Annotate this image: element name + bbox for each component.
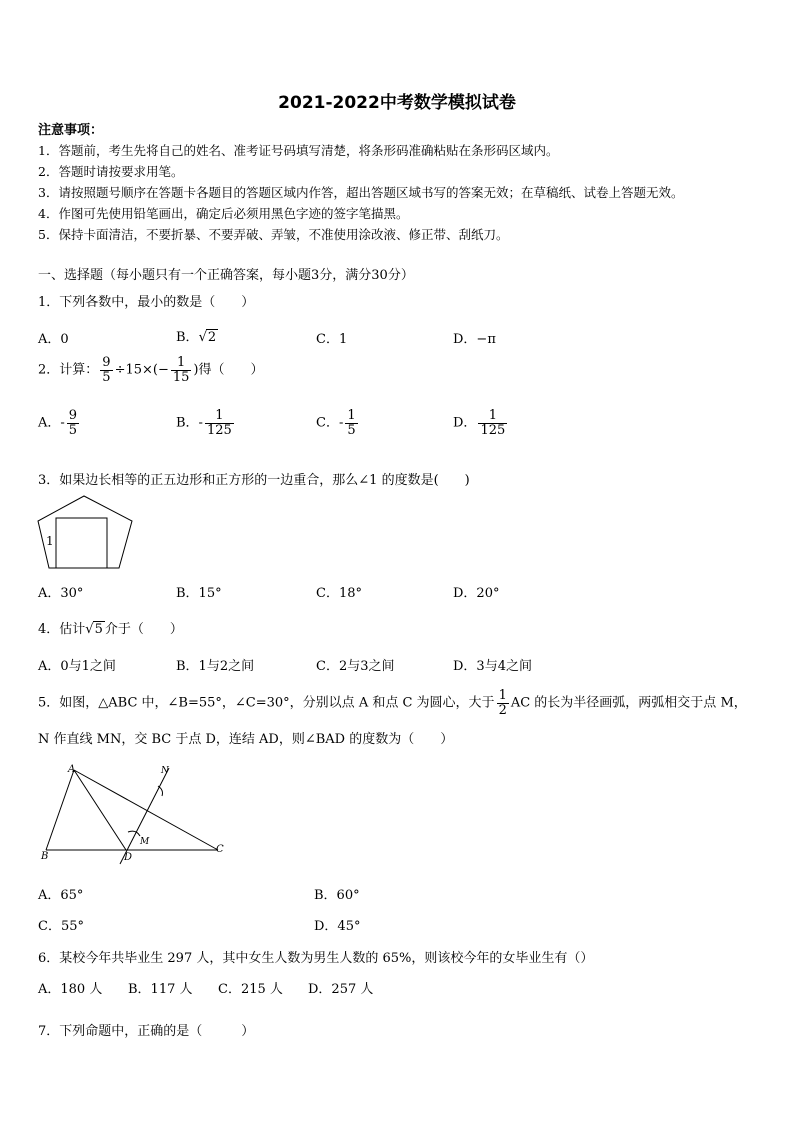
q3-option-d: D．20° (453, 586, 500, 601)
q3-option-b: B．15° (176, 586, 222, 601)
point-a-label: A (68, 764, 76, 775)
q1-option-d: D．−π (453, 332, 496, 347)
notice-item-1: 1．答题前，考生先将自己的姓名、准考证号码填写清楚，将条形码准确粘贴在条形码区域内。 (38, 143, 559, 158)
q6-option-d: D．257 人 (308, 982, 374, 997)
q6-option-a: A．180 人 (38, 982, 103, 997)
q2-option-c: C．- $\frac{1}{5}$ (316, 408, 356, 438)
section-heading: 一、选择题（每小题只有一个正确答案，每小题3分，满分30分） (38, 268, 414, 283)
notice-item-4: 4．作图可先使用铅笔画出，确定后必须用黑色字迹的签字笔描黑。 (38, 206, 409, 221)
q3-option-c: C．18° (316, 586, 362, 601)
q6-stem: 6．某校今年共毕业生 297 人，其中女生人数为男生人数的 65%，则该校今年的女毕业生有（） (38, 951, 594, 966)
q4-option-a: A．0与1之间 (38, 659, 116, 674)
point-c-label: C (216, 844, 224, 855)
q1-option-b: B．√2 (176, 330, 217, 345)
q5-option-b: B．60° (314, 888, 360, 903)
q1-stem: 1．下列各数中，最小的数是（ ） (38, 295, 255, 310)
square-shape (56, 518, 107, 568)
q5-stem-line1: 5．如图，△ABC 中，∠B=55°，∠C=30°，分别以点 A 和点 C 为圆心，大于 $\frac{1}{2}$ AC 的长为半径画弧，两弧相交于点 M， (38, 688, 747, 718)
q2-option-a: A．- $\frac{9}{5}$ (38, 408, 78, 438)
arc-mark-m (128, 831, 140, 836)
q6-option-c: C．215 人 (218, 982, 283, 997)
point-n-label: N (161, 766, 169, 776)
sqrt-symbol: √ (85, 622, 94, 637)
q5-option-a: A．65° (38, 888, 84, 903)
q5-stem-line2: N 作直线 MN，交 BC 于点 D，连结 AD，则∠BAD 的度数为（ ） (38, 732, 454, 747)
q7-stem: 7．下列命题中，正确的是（ ） (38, 1024, 255, 1039)
q2-option-d: D． $\frac{1}{125}$ (453, 408, 506, 438)
q4-option-b: B．1与2之间 (176, 659, 255, 674)
notice-item-2: 2．答题时请按要求用笔。 (38, 164, 184, 179)
point-m-label: M (140, 837, 150, 847)
q5-triangle-figure (36, 760, 236, 870)
notice-item-5: 5．保持卡面清洁，不要折暴、不要弄破、弄皱，不准使用涂改液、修正带、刮纸刀。 (38, 227, 509, 242)
q2-option-b: B．- $\frac{1}{125}$ (176, 408, 232, 438)
q3-pentagon-square-figure (36, 493, 136, 573)
sqrt-symbol: √ (198, 330, 207, 345)
q6-option-b: B．117 人 (128, 982, 193, 997)
segment-ad (74, 770, 126, 850)
segment-ab (46, 770, 74, 850)
q1-option-a: A．0 (38, 332, 69, 347)
q4-stem: 4．估计√5 介于（ ） (38, 622, 183, 637)
notice-heading: 注意事项： (38, 123, 104, 138)
notice-item-3: 3．请按照题号顺序在答题卡各题目的答题区域内作答，超出答题区域书写的答案无效；在草稿纸、试卷上答题无效。 (38, 185, 684, 200)
q4-option-d: D．3与4之间 (453, 659, 532, 674)
point-d-label: D (124, 852, 133, 863)
q5-option-c: C．55° (38, 919, 84, 934)
pentagon-shape (38, 496, 132, 568)
q2-stem: 2．计算： $\frac{9}{5}$ ÷15×(− $\frac{1}{15}$ )得（ ） (38, 355, 264, 385)
page-title: 2021-2022中考数学模拟试卷 (278, 93, 516, 113)
q5-option-d: D．45° (314, 919, 361, 934)
q4-option-c: C．2与3之间 (316, 659, 395, 674)
q3-option-a: A．30° (38, 586, 84, 601)
angle-1-label: 1 (46, 534, 54, 548)
q3-stem: 3．如果边长相等的正五边形和正方形的一边重合，那么∠1 的度数是( ) (38, 473, 470, 488)
point-b-label: B (41, 851, 49, 862)
q1-option-c: C．1 (316, 332, 348, 347)
